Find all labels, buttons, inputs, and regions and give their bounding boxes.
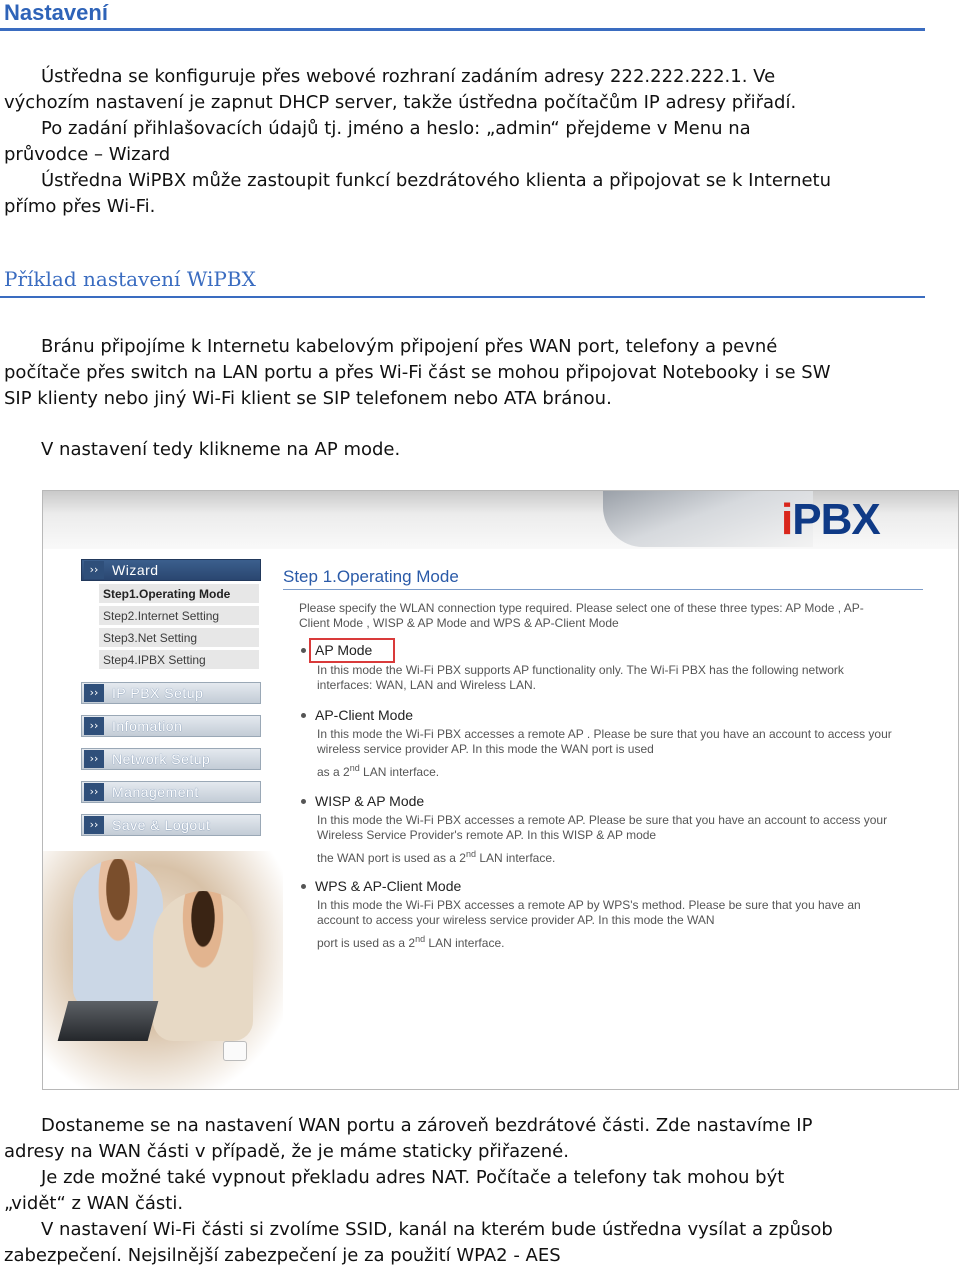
text-line: Ústředna WiPBX může zastoupit funkcí bezdrátového klienta a připojovat se k Internetu (41, 170, 832, 191)
menu-arrow-icon: ›› (84, 750, 104, 768)
menu-infomation[interactable]: ›› Infomation (81, 715, 261, 737)
menu-arrow-icon: ›› (84, 561, 104, 579)
example-paragraph (4, 334, 934, 412)
option-desc-tail: the WAN port is used as a 2nd LAN interface. (317, 849, 556, 865)
bullet-icon (301, 884, 306, 889)
text-line: počítače přes switch na LAN portu a přes Wi-Fi část se mohou připojovat Notebooky i se SW (4, 362, 831, 383)
step-title: Step 1.Operating Mode (283, 567, 459, 586)
text-line: Je zde možné také vypnout překladu adres NAT. Počítače a telefony tak mohou být (41, 1167, 785, 1188)
menu-arrow-icon: ›› (84, 684, 104, 702)
option-desc-tail: port is used as a 2nd LAN interface. (317, 934, 505, 950)
option-ap-mode[interactable]: AP Mode (315, 642, 373, 658)
menu-wizard[interactable]: ›› Wizard (81, 559, 261, 581)
bullet-icon (301, 713, 306, 718)
menu-network-setup[interactable]: ›› Network Setup (81, 748, 261, 770)
intro-paragraph (4, 64, 934, 220)
text-line: Ústředna se konfiguruje přes webové rozhraní zadáním adresy 222.222.222.1. Ve (41, 66, 776, 87)
menu-arrow-icon: ›› (84, 816, 104, 834)
text-line: SIP klienty nebo jiný Wi-Fi klient se SIP telefonem nebo ATA bránou. (4, 388, 612, 409)
page-heading: Nastavení (4, 0, 108, 25)
section-heading: Příklad nastavení WiPBX (4, 267, 256, 291)
ap-mode-instruction: V nastavení tedy klikneme na AP mode. (41, 439, 401, 460)
text-line: výchozím nastavení je zapnut DHCP server, takže ústředna počítačům IP adresy přiřadí. (4, 92, 797, 113)
menu-ip-pbx-setup[interactable]: ›› IP PBX Setup (81, 682, 261, 704)
text-line: průvodce – Wizard (4, 144, 171, 165)
option-wisp-ap-mode[interactable]: WISP & AP Mode (315, 793, 425, 809)
text-line: Bránu připojíme k Internetu kabelovým připojení přes WAN port, telefony a pevné (41, 336, 778, 357)
text-line: „vidět“ z WAN části. (4, 1193, 184, 1214)
text-line: Po zadání přihlašovacích údajů tj. jméno a heslo: „admin“ přejdeme v Menu na (41, 118, 751, 139)
text-line: Dostaneme se na nastavení WAN portu a zároveň bezdrátové části. Zde nastavíme IP (41, 1115, 813, 1136)
bullet-icon (301, 799, 306, 804)
ipbx-logo: iPBX (781, 495, 880, 544)
heading-rule (0, 28, 925, 31)
text-line: přímo přes Wi-Fi. (4, 196, 156, 217)
bullet-icon (301, 648, 306, 653)
menu-management[interactable]: ›› Management (81, 781, 261, 803)
text-line: adresy na WAN části v případě, že je máme staticky přiřazené. (4, 1141, 569, 1162)
submenu-step1[interactable]: Step1.Operating Mode (99, 584, 259, 604)
option-ap-client-mode[interactable]: AP-Client Mode (315, 707, 414, 723)
wan-paragraph (4, 1113, 934, 1269)
option-desc: In this mode the Wi-Fi PBX supports AP functionality only. The Wi-Fi PBX has the following network interfaces: WAN, LAN and Wireless LAN. (317, 663, 844, 692)
intro-text: Please specify the WLAN connection type required. Please select one of these three types: AP Mode , AP-Client Mode , WISP & AP Mode and WPS & AP-Client Mode (299, 601, 864, 630)
text-line: zabezpečení. Nejsilnější zabezpečení je za použití WPA2 - AES (4, 1245, 561, 1266)
menu-arrow-icon: ›› (84, 783, 104, 801)
option-desc: In this mode the Wi-Fi PBX accesses a remote AP . Please be sure that you have an account to access your wireless service provider AP. In this mode the WAN port is used (317, 727, 892, 756)
submenu-step4[interactable]: Step4.IPBX Setting (99, 650, 259, 670)
menu-save-logout[interactable]: ›› Save & Logout (81, 814, 261, 836)
section-rule (0, 296, 925, 298)
router-screenshot (42, 490, 959, 1090)
menu-arrow-icon: ›› (84, 717, 104, 735)
submenu-step3[interactable]: Step3.Net Setting (99, 628, 259, 648)
option-wps-ap-client-mode[interactable]: WPS & AP-Client Mode (315, 878, 462, 894)
option-desc-tail: as a 2nd LAN interface. (317, 763, 440, 779)
text-line: V nastavení Wi-Fi části si zvolíme SSID, kanál na kterém bude ústředna vysílat a způsob (41, 1219, 833, 1240)
option-desc: In this mode the Wi-Fi PBX accesses a remote AP by WPS's method. Please be sure that you have an account to access your wireless service provider AP. In this mode the WAN (317, 898, 861, 927)
option-desc: In this mode the Wi-Fi PBX accesses a remote AP. Please be sure that you have an account to access your Wireless Service Provider's remote AP. In this WISP & AP mode (317, 813, 888, 842)
couple-photo (43, 851, 283, 1089)
submenu-step2[interactable]: Step2.Internet Setting (99, 606, 259, 626)
